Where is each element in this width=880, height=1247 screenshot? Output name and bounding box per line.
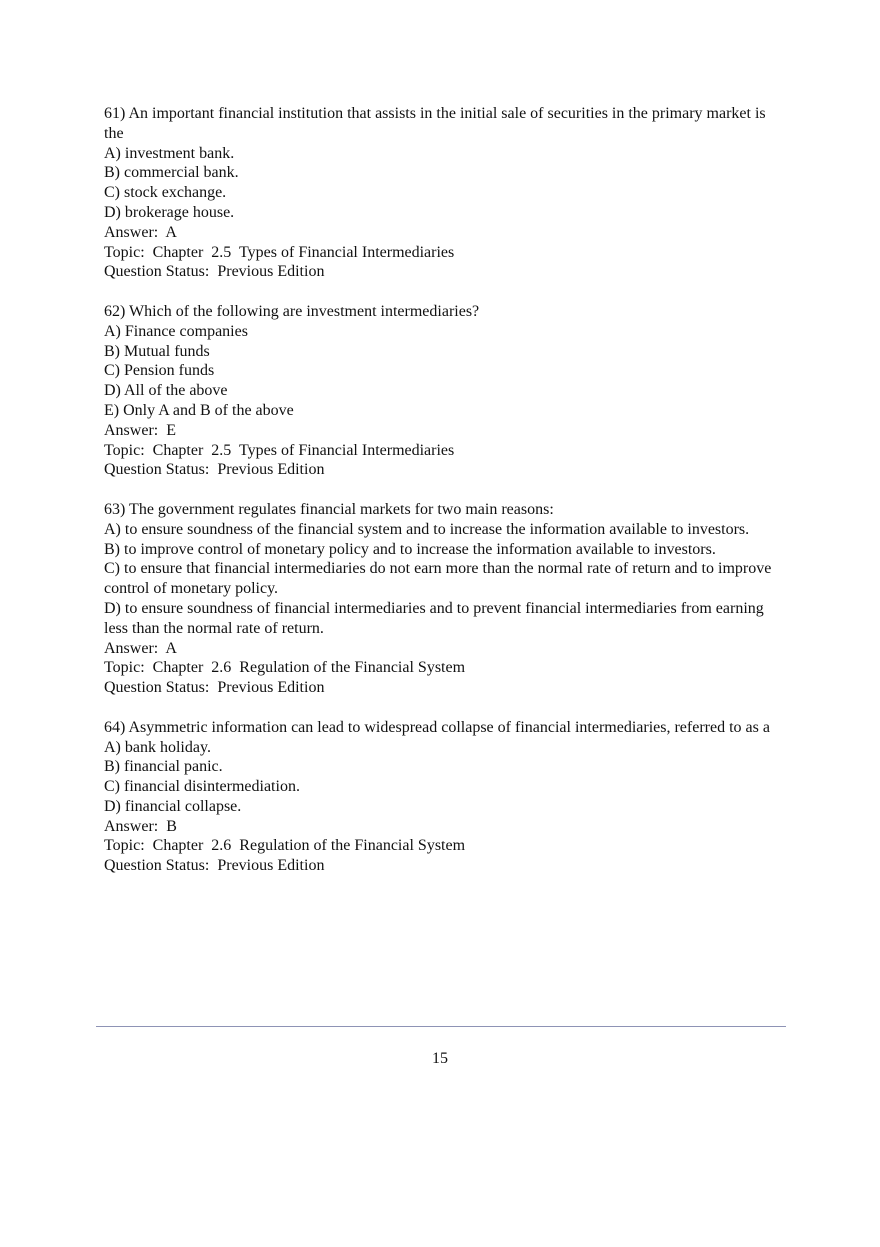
option-c: C) to ensure that financial intermediaries do not earn more than the normal rate of return and to improve control of monetary policy. — [104, 560, 776, 598]
option-d: D) All of the above — [104, 382, 228, 400]
question-stem: 64) Asymmetric information can lead to widespread collapse of financial intermediaries, referred to as a — [104, 718, 770, 736]
option-a: A) to ensure soundness of the financial system and to increase the information available to investors. — [104, 520, 750, 538]
topic-line: Topic: Chapter 2.5 Types of Financial Intermediaries — [104, 243, 455, 261]
topic-line: Topic: Chapter 2.6 Regulation of the Financial System — [104, 837, 466, 855]
status-line: Question Status: Previous Edition — [104, 461, 325, 479]
status-line: Question Status: Previous Edition — [104, 679, 325, 697]
option-b: B) financial panic. — [104, 758, 223, 776]
status-line: Question Status: Previous Edition — [104, 857, 325, 875]
option-e: E) Only A and B of the above — [104, 401, 294, 419]
option-c: C) financial disintermediation. — [104, 778, 300, 796]
option-d: D) to ensure soundness of financial intermediaries and to prevent financial intermediaries from earning less than the normal rate of return. — [104, 599, 768, 637]
option-c: C) stock exchange. — [104, 184, 227, 202]
answer-line: Answer: A — [104, 639, 177, 657]
option-a: A) bank holiday. — [104, 738, 211, 756]
status-line: Question Status: Previous Edition — [104, 263, 325, 281]
question-stem: 63) The government regulates financial markets for two main reasons: — [104, 500, 554, 518]
question-63 — [104, 500, 784, 698]
question-64 — [104, 718, 784, 876]
answer-line: Answer: E — [104, 421, 176, 439]
option-c: C) Pension funds — [104, 362, 215, 380]
question-stem: 62) Which of the following are investment intermediaries? — [104, 302, 480, 320]
option-d: D) brokerage house. — [104, 203, 235, 221]
answer-line: Answer: B — [104, 817, 177, 835]
answer-line: Answer: A — [104, 223, 177, 241]
option-d: D) financial collapse. — [104, 797, 242, 815]
option-a: A) investment bank. — [104, 144, 235, 162]
topic-line: Topic: Chapter 2.6 Regulation of the Financial System — [104, 659, 466, 677]
option-a: A) Finance companies — [104, 322, 248, 340]
question-61 — [104, 104, 784, 282]
topic-line: Topic: Chapter 2.5 Types of Financial Intermediaries — [104, 441, 455, 459]
question-stem: 61) An important financial institution that assists in the initial sale of securities in the primary market is the — [104, 105, 770, 142]
question-62 — [104, 302, 784, 480]
footer-divider — [96, 1026, 786, 1027]
page-number: 15 — [432, 1050, 448, 1067]
option-b: B) commercial bank. — [104, 164, 239, 182]
option-b: B) Mutual funds — [104, 342, 210, 360]
option-b: B) to improve control of monetary policy and to increase the information available to investors. — [104, 540, 716, 558]
page-content — [104, 104, 784, 896]
